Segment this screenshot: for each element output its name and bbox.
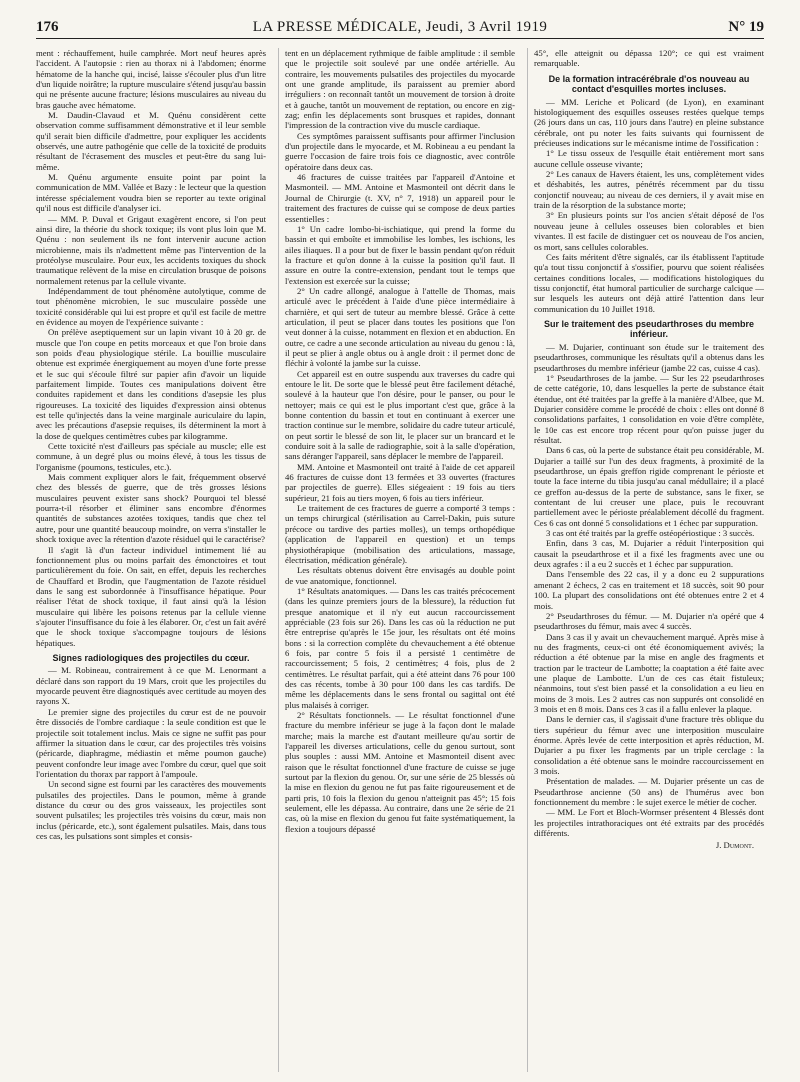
issue-number: N° 19 — [728, 19, 764, 35]
paragraph: — MM. P. Duval et Grigaut exagèrent encore, si l'on peut ainsi dire, la théorie du shock toxique; ils vont plus loin que M. Quénu : non seulement ils ne font intervenir aucune action microbienne, mais ils n'admettent même pas l'intervention de la protéolyse musculaire. Pour eux, les accidents toxiques du shock traumatique relèvent de la mise en circulation brusque de poisons normalement retenus par la cellule vivante. — [36, 213, 266, 286]
paragraph: ment : réchauffement, huile camphrée. Mort neuf heures après l'accident. A l'autopsie : rien au thorax ni à l'abdomen; énorme hématome de la hanche qui, incisé, laisse s'écouler plus d'un litre d'un liquide noirâtre; la rupture musculaire s'étend jusqu'au bassin qui ne présente aucune fracture; lésions musculaires au niveau du bras gauche avec hématome. — [36, 48, 266, 110]
paragraph: 2° Résultats fonctionnels. — Le résultat fonctionnel d'une fracture du membre inférieur se juge à la façon dont le malade marche; mais la marche est d'autant meilleure qu'au sortir de l'appareil les diverses articulations, celle du genou surtout, sont plus souples : aussi MM. Antoine et Masmonteil disent avec raison que le résultat fonctionnel d'une fracture de cuisse se juge surtout par la flexion du genou. Or, sur une série de 25 blessés où la mise en flexion du genou ne fut pas faite rigoureusement et de parti pris, 10 fois la flexion du genou n'atteignit pas 45°; 15 fois seulement, elle les dépassa. Au contraire, dans une 2e série de 21 cas, où la mise en flexion du genou fut faite systématiquement, la flexion a toujours dépassé — [285, 710, 515, 834]
column-2 — [278, 48, 515, 1072]
paragraph: Dans 3 cas il y avait un chevauchement marqué. Après mise à nu des fragments, ceux-ci ont été économiquement avivés; la réduction a été obtenue par la mise en angle des fragments et traction par le tracteur de Lambotte; la coaptation a été faite avec une plaque de Lambotte. L'un de ces cas était fistuleux; néanmoins, tout s'est bien passé et la consolidation a eu lieu en moins de 3 mois. Les 2 autres cas non suppurés ont consolidé en 3 mois et en 8 mois. Dans ces 3 cas il a fallu enlever la plaque. — [534, 631, 764, 714]
paragraph: — MM. Le Fort et Bloch-Wormser présentent 4 Blessés dont les projectiles intrathoraciques ont été extraits par des procédés différents. — [534, 807, 764, 839]
paragraph: Ces faits méritent d'être signalés, car ils établissent l'aptitude qu'a tout tissu conjonctif à s'ossifier, pourvu que soient réalisées certaines conditions locales, — modifications histologiques du tissu conjonctif, état humoral particulier de surcharge calcique — sur lesquels les auteurs ont déjà attiré l'attention dans leur communication du 10 Juillet 1918. — [534, 251, 764, 314]
paragraph: Cette toxicité n'est d'ailleurs pas spéciale au muscle; elle est commune, à un degré plus ou moins élevé, à tous les tissus de l'organisme (poumons, testicules, etc.). — [36, 441, 266, 472]
paragraph: 2° Un cadre allongé, analogue à l'attelle de Thomas, mais articulé avec le précédent à l'aide d'une pièce intermédiaire à charnière, et qui sert de tuteur au membre blessé. Grâce à cette articulation, il peut se placer dans toutes les positions que l'on veut donner à la cuisse, notamment en flexion et en abduction. En outre, ce cadre a une seconde articulation au niveau du genou : là, il peut se plier à angle obtus ou à angle droit : il permet donc de fléchir à volonté la jambe sur la cuisse. — [285, 285, 515, 369]
paragraph: Ces symptômes paraissent suffisants pour affirmer l'inclusion d'un projectile dans le myocarde, et M. Robineau a eu pendant la guerre l'occasion de faire trois fois ce diagnostic, avec contrôle opératoire dans deux cas. — [285, 130, 515, 172]
paragraph: 1° Pseudarthroses de la jambe. — Sur les 22 pseudarthroses de cette catégorie, 10, dans lesquelles la perte de substance était étendue, ont été traitées par la greffe à la manière d'Albee, que M. Dujarier considère comme le procédé de choix : elles ont donné 8 consolidations parfaites, 1 consolidation en voie d'être complète, le 10e cas est encore trop récent pour qu'on puisse juger du résultat. — [534, 372, 764, 445]
paragraph: Il s'agit là d'un facteur individuel intimement lié au fonctionnement plus ou moins parfait des émonctoires et tout particulièrement du foie. On sait, en effet, depuis les recherches de Chauffard et Brodin, que l'augmentation de l'azote résiduel dans le sang est subordonnée à l'insuffisance hépatique. Pour réaliser l'état de shock toxique, il faut ainsi qu'à la lésion musculaire qui libère les poisons retenus par la cellule vienne s'ajouter l'insuffisance du foie à les élaborer. Or, c'est un fait avéré que le shock toxique s'accompagne toujours de lésions hépatiques. — [36, 544, 266, 648]
paragraph: Enfin, dans 3 cas, M. Dujarier a réduit l'interposition qui causait la pseudarthrose et il a fixé les fragments avec une ou deux agrafes : il a eu 2 succès et 1 échec par suppuration. — [534, 538, 764, 570]
paragraph: On prélève aseptiquement sur un lapin vivant 10 à 20 gr. de muscle que l'on coupe en petits morceaux et que l'on broie dans son poids d'eau physiologique stérile. La bouillie musculaire obtenue est exprimée énergiquement au moyen d'une forte presse et le suc qui s'écoule filtré sur papier afin d'avoir un liquide parfaitement limpide. Toutes ces manipulations doivent être conduites rapidement et dans les conditions d'asepsie les plus rigoureuses. La toxicité des liquides d'expression ainsi obtenus est telle qu'injectés dans la veine marginale auriculaire du lapin, avec les précautions d'asepsie requises, ils déterminent la mort à la dose de quelques centimètres cubes par kilogramme. — [36, 327, 266, 441]
paragraph: 2° Pseudarthroses du fémur. — M. Dujarier n'a opéré que 4 pseudarthroses du fémur, mais avec 4 succès. — [534, 610, 764, 632]
journal-title: LA PRESSE MÉDICALE, Jeudi, 3 Avril 1919 — [252, 19, 548, 35]
section-heading: De la formation intracérébrale d'os nouveau au contact d'esquilles mortes incluses. — [548, 73, 750, 95]
paragraph: Les résultats obtenus doivent être envisagés au double point de vue anatomique, fonctionnel. — [285, 565, 515, 586]
paragraph: 45°, elle atteignit ou dépassa 120°; ce qui est vraiment remarquable. — [534, 48, 764, 69]
paragraph: 46 fractures de cuisse traitées par l'appareil d'Antoine et Masmonteil. — MM. Antoine et Masmonteil ont décrit dans le Journal de Chirurgie (t. XV, n° 7, 1918) un appareil pour le traitement des fractures de cuisse qui se compose de deux parties essentielles : — [285, 172, 515, 224]
paragraph: 3 cas ont été traités par la greffe ostéopériostique : 3 succès. — [546, 528, 755, 539]
paragraph: — M. Robineau, contrairement à ce que M. Lenormant a déclaré dans son rapport du 19 Mars, croit que les projectiles du myocarde peuvent être diagnostiqués avec certitude au moyen des rayons X. — [36, 665, 266, 707]
paragraph: 1° Le tissu osseux de l'esquille était entièrement mort sans aucune cellule osseuse vivante; — [534, 148, 764, 169]
paragraph: 1° Résultats anatomiques. — Dans les cas traités précocement (dans les quinze premiers jours de la blessure), la réduction fut presque anatomique et il n'y eut aucun raccourcissement appréciable (23 fois sur 26). Dans les cas où la réduction ne put être entreprise qu'après le 15e jour, les résultats ont été moins bons : si la correction complète du chevauchement a été obtenue 6 fois, par contre 5 fois il a persisté 1 centimètre de raccourcissement; 5 fois, 2 centimètres; 4 fois, plus de 2 centimètres. Le résultat parfait, qui a été atteint dans 76 pour 100 des cas récents, tombe à 30 pour 100 dans les cas tardifs. De même les déplacements dans le sens frontal ou sagittal ont été plus malaisés à corriger. — [285, 585, 515, 710]
paragraph: — MM. Leriche et Policard (de Lyon), en examinant histologiquement des esquilles osseuses restées quelque temps (26 jours dans un cas, 110 jours dans l'autre) en pleine substance cérébrale, ont pu noter les faits suivants qui fournissent de précieuses indications sur le mécanisme intime de l'ossification : — [534, 96, 764, 149]
paragraph: Mais comment expliquer alors le fait, fréquemment observé chez des blessés de guerre, que de très grosses lésions musculaires peuvent exister sans shock? Pourquoi tel blessé pourra-t-il résorber et éliminer sans encombre d'énormes quantités de substances azotées toxiques, tandis que chez tel autre, pour une quantité beaucoup moindre, on verra s'installer le shock toxique avec la rétention d'azote résiduel qui le caractérise? — [36, 472, 266, 545]
section-heading: Sur le traitement des pseudarthroses du membre inférieur. — [543, 318, 755, 340]
author-signature: J. Dumont. — [715, 840, 754, 851]
page-header — [36, 16, 764, 39]
paragraph: M. Daudin-Clavaud et M. Quénu considèrent cette observation comme suffisamment démonstrative et il leur semble qu'il serait bien difficile d'admettre, pour expliquer les accidents observés, une autre pathogénie que celle de la toxicité de produits résultant de l'écrasement des muscles et peut-être du sang lui-même. — [36, 110, 266, 172]
paragraph: tent en un déplacement rythmique de faible amplitude : il semble que le projectile soit soulevé par une ondée artérielle. Au contraire, les mouvements pulsatiles des projectiles du myocarde ont une grande amplitude, ils paraissent au premier abord irréguliers : on reconnaît tantôt un mouvement de torsion à droite et à gauche, tantôt un mouvement de reptation, ou encore en zig-zag; enfin les déplacements sont brusques et rapides, donnant l'impression de la contraction vive du muscle cardiaque. — [285, 48, 515, 131]
article-columns — [36, 48, 764, 1072]
paragraph: Dans 6 cas, où la perte de substance était peu considérable, M. Dujarier a taillé sur l'un des deux fragments, à proximité de la pseudarthrose, un épais greffon rigide comprenant le périoste et toute la face interne du tibia jusqu'au canal médullaire; il a placé ce greffon au-dessus de la perte de substance, sans le fixer, se contentant de lui creuser une place, puis le recouvrant partiellement avec le périoste préalablement décollé du fragment. Ces 6 cas ont donné 5 consolidations et 1 échec par suppuration. — [534, 445, 764, 528]
paragraph: Dans l'ensemble des 22 cas, il y a donc eu 2 suppurations amenant 2 échecs, 2 cas en traitement et 18 succès, soit 90 pour 100. La plupart des consolidations ont été obtenues entre 2 et 4 mois. — [534, 569, 764, 611]
paragraph: Indépendamment de tout phénomène autolytique, comme de tout phénomène microbien, le suc musculaire possède une toxicité considérable qui lui est propre et qu'il est facile de mettre en évidence au moyen de l'expérience suivante : — [36, 285, 266, 327]
paragraph: 1° Un cadre lombo-bi-ischiatique, qui prend la forme du bassin et qui emboîte et immobilise les lombes, les ischions, les ailes iliaques. Il a pour but de fixer le bassin pendant qu'on réduit la fracture et qu'on donne à la cuisse la position qu'il faut. Il assure en outre la contre-extension, pendant tout le temps que l'extension est exercée sur la cuisse; — [285, 223, 515, 286]
section-heading: Signes radiologiques des projectiles du cœur. — [52, 652, 250, 663]
paragraph: 2° Les canaux de Havers étaient, les uns, complètement vides et déshabités, les autres, pénétrés récemment par du tissu conjonctif nouveau; au niveau de ces derniers, il y avait mise en train de la résorption de la substance morte; — [534, 169, 764, 211]
paragraph: Cet appareil est en outre suspendu aux traverses du cadre qui entoure le lit. De sorte que le blessé peut être facilement détaché, soulevé à la hauteur que l'on désire, pour le panser, ou pour le nettoyer; mais ce qui est le plus important c'est que, grâce à la bonne contention du bassin et tout en continuant à exercer une traction continue sur le membre, solidaire du cadre tuteur articulé, on peut sortir le blessé de son lit, le placer sur un brancard et le conduire soit à la salle de radiographie, soit à la salle d'opération, sans déranger l'appareil, sans déplacer le membre de l'appareil. — [285, 368, 515, 462]
paragraph: M. Quénu argumente ensuite point par point la communication de MM. Vallée et Bazy : le lecteur que la question intéresse spécialement voudra bien se reporter au texte original qu'il nous est difficile d'analyser ici. — [36, 172, 266, 214]
column-3 — [527, 48, 764, 1072]
column-1 — [36, 48, 266, 1072]
paragraph: Le traitement de ces fractures de guerre a comporté 3 temps : un temps chirurgical (stérilisation au Carrel-Dakin, puis suture précoce ou tardive des parties molles), un temps orthopédique (application de l'appareil en question) et un temps physiothérapique (mobilisation des articulations, massage, électrisation, médication générale). — [285, 503, 515, 565]
paragraph: Un second signe est fourni par les caractères des mouvements pulsatiles des projectiles. Dans le poumon, même à grande distance du cœur ou des gros vaisseaux, les projectiles sont souvent pulsatiles; les projectiles très voisins du cœur, mais non inclus (péricarde, etc.), sont également pulsatiles. Mais, dans tous ces cas, les pulsations sont simples et consis- — [36, 779, 266, 841]
paragraph: Dans le dernier cas, il s'agissait d'une fracture très oblique du tiers supérieur du fémur avec une interposition musculaire énorme. Après levée de cette interposition et après réduction, M. Dujarier a pu fixer les fragments par un triple cerclage : la consolidation a été obtenue sans le moindre raccourcissement en 3 mois. — [534, 714, 764, 776]
paragraph: 3° En plusieurs points sur l'os ancien s'était déposé de l'os nouveau jeune à cellules osseuses bien colorables et bien vivantes. Il est facile de distinguer cet os nouveau de l'os ancien, os mort, sans cellules colorables. — [534, 210, 764, 252]
paragraph: Le premier signe des projectiles du cœur est de ne pouvoir être dissociés de l'ombre cardiaque : la seule condition est que le projectile soit totalement inclus. Mais ce signe ne suffit pas pour affirmer la situation dans le cœur, car des projectiles très voisins (péricarde, diaphragme, médiastin et même poumon gauche) peuvent confondre leur image avec l'ombre du cœur, quel que soit l'orientation du thorax par rapport à l'ampoule. — [36, 706, 266, 779]
paragraph: — M. Dujarier, continuant son étude sur le traitement des pseudarthroses, communique les résultats qu'il a obtenus dans les pseudarthroses du membre inférieur (jambe 22 cas, cuisse 4 cas). — [534, 341, 764, 373]
page-number: 176 — [36, 19, 59, 35]
paragraph: Présentation de malades. — M. Dujarier présente un cas de Pseudarthrose ancienne (50 ans) de l'humérus avec bon fonctionnement du membre : le sujet exerce le métier de cocher. — [534, 776, 764, 808]
paragraph: MM. Antoine et Masmonteil ont traité à l'aide de cet appareil 46 fractures de cuisse dont 13 fermées et 33 ouvertes (fractures par projectiles de guerre). Elles siégeaient : 19 fois au tiers supérieur, 21 fois au tiers moyen, 6 fois au tiers inférieur. — [285, 461, 515, 503]
